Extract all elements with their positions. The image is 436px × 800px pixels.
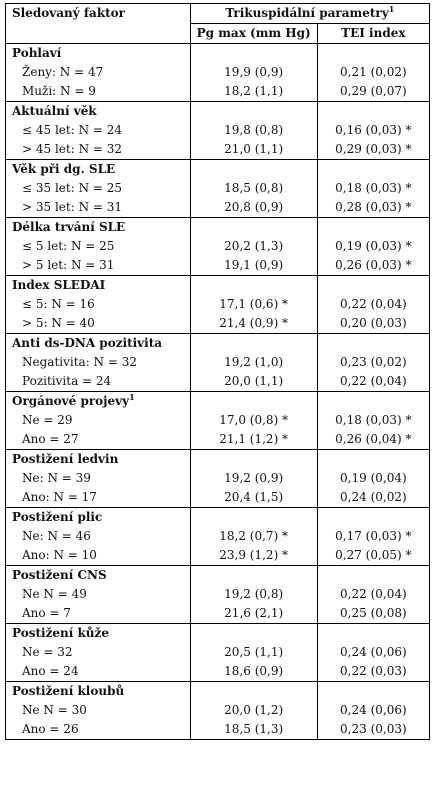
- section-row: [6, 682, 430, 702]
- row-label: ≤ 35 let: N = 25: [6, 179, 191, 198]
- tei-index-value: 0,22 (0,04): [317, 372, 429, 392]
- pg-max-value: 18,6 (0,9): [190, 662, 317, 682]
- tei-index-value: 0,24 (0,02): [317, 488, 429, 508]
- row-label: Ano = 24: [6, 662, 191, 682]
- pg-max-value: 18,5 (0,8): [190, 179, 317, 198]
- table-row: [6, 353, 430, 372]
- pg-max-value: 19,2 (0,9): [190, 469, 317, 488]
- tei-index-value: 0,26 (0,03) *: [317, 256, 429, 276]
- table-row: [6, 372, 430, 392]
- section-empty-cell: [190, 450, 317, 470]
- pg-max-value: 17,1 (0,6) *: [190, 295, 317, 314]
- section-title-text: Anti ds-DNA pozitivita: [12, 336, 163, 350]
- section-empty-cell: [317, 508, 429, 528]
- section-empty-cell: [317, 682, 429, 702]
- section-title: [6, 450, 191, 470]
- tei-index-value: 0,19 (0,04): [317, 469, 429, 488]
- row-label: Negativita: N = 32: [6, 353, 191, 372]
- row-label: > 5 let: N = 31: [6, 256, 191, 276]
- row-label: Ano: N = 10: [6, 546, 191, 566]
- table-row: [6, 256, 430, 276]
- section-title: [6, 102, 191, 122]
- row-label: Ne = 29: [6, 411, 191, 430]
- section-empty-cell: [317, 566, 429, 586]
- pg-max-value: 23,9 (1,2) *: [190, 546, 317, 566]
- section-title: [6, 566, 191, 586]
- section-empty-cell: [190, 276, 317, 296]
- section-row: [6, 334, 430, 354]
- section-empty-cell: [317, 392, 429, 412]
- pg-max-value: 21,4 (0,9) *: [190, 314, 317, 334]
- section-title-text: Délka trvání SLE: [12, 220, 126, 234]
- section-empty-cell: [317, 160, 429, 180]
- row-label: Ženy: N = 47: [6, 63, 191, 82]
- tei-index-value: 0,22 (0,03): [317, 662, 429, 682]
- pg-max-value: 20,8 (0,9): [190, 198, 317, 218]
- table-row: [6, 314, 430, 334]
- pg-max-value: 19,1 (0,9): [190, 256, 317, 276]
- row-label: Ne = 32: [6, 643, 191, 662]
- row-label: Ne N = 30: [6, 701, 191, 720]
- table-row: [6, 643, 430, 662]
- section-title-text: Orgánové projevy: [12, 394, 130, 408]
- table-row: [6, 179, 430, 198]
- tei-index-value: 0,21 (0,02): [317, 63, 429, 82]
- pg-max-value: 19,2 (0,8): [190, 585, 317, 604]
- tei-index-value: 0,27 (0,05) *: [317, 546, 429, 566]
- pg-max-value: 20,2 (1,3): [190, 237, 317, 256]
- section-title-sup: 1: [129, 392, 135, 402]
- table-row: [6, 63, 430, 82]
- table-container: [5, 3, 430, 740]
- pg-max-value: 18,5 (1,3): [190, 720, 317, 740]
- table-row: [6, 701, 430, 720]
- section-row: [6, 392, 430, 412]
- table-row: [6, 720, 430, 740]
- tei-index-value: 0,16 (0,03) *: [317, 121, 429, 140]
- header-pg-max: Pg max (mm Hg): [190, 24, 317, 44]
- row-label: Muži: N = 9: [6, 82, 191, 102]
- pg-max-value: 19,9 (0,9): [190, 63, 317, 82]
- row-label: ≤ 5: N = 16: [6, 295, 191, 314]
- row-label: Pozitivita = 24: [6, 372, 191, 392]
- table-row: [6, 546, 430, 566]
- section-empty-cell: [317, 624, 429, 644]
- section-empty-cell: [317, 218, 429, 238]
- section-title: [6, 508, 191, 528]
- pg-max-value: 17,0 (0,8) *: [190, 411, 317, 430]
- pg-max-value: 21,1 (1,2) *: [190, 430, 317, 450]
- section-title: [6, 392, 191, 412]
- header-factor: Sledovaný faktor: [6, 4, 191, 44]
- section-empty-cell: [190, 508, 317, 528]
- tei-index-value: 0,20 (0,03): [317, 314, 429, 334]
- section-row: [6, 450, 430, 470]
- section-empty-cell: [317, 102, 429, 122]
- section-empty-cell: [190, 682, 317, 702]
- table-row: [6, 140, 430, 160]
- section-empty-cell: [317, 276, 429, 296]
- row-label: Ano: N = 17: [6, 488, 191, 508]
- pg-max-value: 19,2 (1,0): [190, 353, 317, 372]
- section-title-text: Věk při dg. SLE: [12, 162, 116, 176]
- table-row: [6, 237, 430, 256]
- section-title: [6, 624, 191, 644]
- section-title-text: Pohlaví: [12, 46, 62, 60]
- row-label: > 35 let: N = 31: [6, 198, 191, 218]
- section-empty-cell: [190, 392, 317, 412]
- tei-index-value: 0,18 (0,03) *: [317, 411, 429, 430]
- section-row: [6, 508, 430, 528]
- section-empty-cell: [190, 624, 317, 644]
- section-title-text: Postižení ledvin: [12, 452, 119, 466]
- section-title-text: Postižení kloubů: [12, 684, 125, 698]
- table-row: [6, 430, 430, 450]
- tei-index-value: 0,24 (0,06): [317, 701, 429, 720]
- table-row: [6, 527, 430, 546]
- pg-max-value: 20,0 (1,2): [190, 701, 317, 720]
- tei-index-value: 0,22 (0,04): [317, 585, 429, 604]
- section-empty-cell: [317, 334, 429, 354]
- tei-index-value: 0,23 (0,02): [317, 353, 429, 372]
- pg-max-value: 18,2 (1,1): [190, 82, 317, 102]
- row-label: ≤ 45 let: N = 24: [6, 121, 191, 140]
- pg-max-value: 20,0 (1,1): [190, 372, 317, 392]
- header-group-sup: 1: [388, 4, 395, 14]
- section-title: [6, 682, 191, 702]
- table-row: [6, 82, 430, 102]
- pg-max-value: 21,0 (1,1): [190, 140, 317, 160]
- row-label: Ano = 27: [6, 430, 191, 450]
- row-label: > 45 let: N = 32: [6, 140, 191, 160]
- section-empty-cell: [190, 160, 317, 180]
- section-empty-cell: [190, 218, 317, 238]
- section-row: [6, 218, 430, 238]
- tei-index-value: 0,29 (0,07): [317, 82, 429, 102]
- tei-index-value: 0,22 (0,04): [317, 295, 429, 314]
- section-title-text: Aktuální věk: [12, 104, 97, 118]
- table-row: [6, 488, 430, 508]
- header-row: [6, 4, 430, 24]
- tei-index-value: 0,23 (0,03): [317, 720, 429, 740]
- section-row: [6, 566, 430, 586]
- table-row: [6, 585, 430, 604]
- section-empty-cell: [317, 450, 429, 470]
- section-row: [6, 160, 430, 180]
- tei-index-value: 0,24 (0,06): [317, 643, 429, 662]
- section-title-text: Postižení kůže: [12, 626, 109, 640]
- section-title-text: Index SLEDAI: [12, 278, 106, 292]
- row-label: Ne: N = 39: [6, 469, 191, 488]
- pg-max-value: 20,5 (1,1): [190, 643, 317, 662]
- section-title: [6, 44, 191, 64]
- table-row: [6, 604, 430, 624]
- row-label: ≤ 5 let: N = 25: [6, 237, 191, 256]
- row-label: Ne: N = 46: [6, 527, 191, 546]
- table-row: [6, 121, 430, 140]
- header-tei-index: TEI index: [317, 24, 429, 44]
- section-title: [6, 160, 191, 180]
- table-row: [6, 469, 430, 488]
- tei-index-value: 0,17 (0,03) *: [317, 527, 429, 546]
- table-row: [6, 198, 430, 218]
- section-row: [6, 102, 430, 122]
- pg-max-value: 20,4 (1,5): [190, 488, 317, 508]
- row-label: > 5: N = 40: [6, 314, 191, 334]
- row-label: Ano = 7: [6, 604, 191, 624]
- section-empty-cell: [317, 44, 429, 64]
- tei-index-value: 0,29 (0,03) *: [317, 140, 429, 160]
- tei-index-value: 0,19 (0,03) *: [317, 237, 429, 256]
- tei-index-value: 0,25 (0,08): [317, 604, 429, 624]
- section-title: [6, 334, 191, 354]
- section-title: [6, 218, 191, 238]
- pg-max-value: 18,2 (0,7) *: [190, 527, 317, 546]
- pg-max-value: 21,6 (2,1): [190, 604, 317, 624]
- section-empty-cell: [190, 566, 317, 586]
- section-empty-cell: [190, 44, 317, 64]
- tei-index-value: 0,26 (0,04) *: [317, 430, 429, 450]
- data-table: [5, 3, 430, 740]
- tei-index-value: 0,28 (0,03) *: [317, 198, 429, 218]
- section-title: [6, 276, 191, 296]
- section-title-text: Postižení plic: [12, 510, 103, 524]
- row-label: Ne N = 49: [6, 585, 191, 604]
- table-row: [6, 295, 430, 314]
- table-row: [6, 411, 430, 430]
- tei-index-value: 0,18 (0,03) *: [317, 179, 429, 198]
- header-group-label: Trikuspidální parametry: [225, 6, 389, 20]
- header-group: [190, 4, 429, 24]
- section-row: [6, 624, 430, 644]
- section-title-text: Postižení CNS: [12, 568, 107, 582]
- section-row: [6, 276, 430, 296]
- section-row: [6, 44, 430, 64]
- table-row: [6, 662, 430, 682]
- row-label: Ano = 26: [6, 720, 191, 740]
- section-empty-cell: [190, 334, 317, 354]
- pg-max-value: 19,8 (0,8): [190, 121, 317, 140]
- section-empty-cell: [190, 102, 317, 122]
